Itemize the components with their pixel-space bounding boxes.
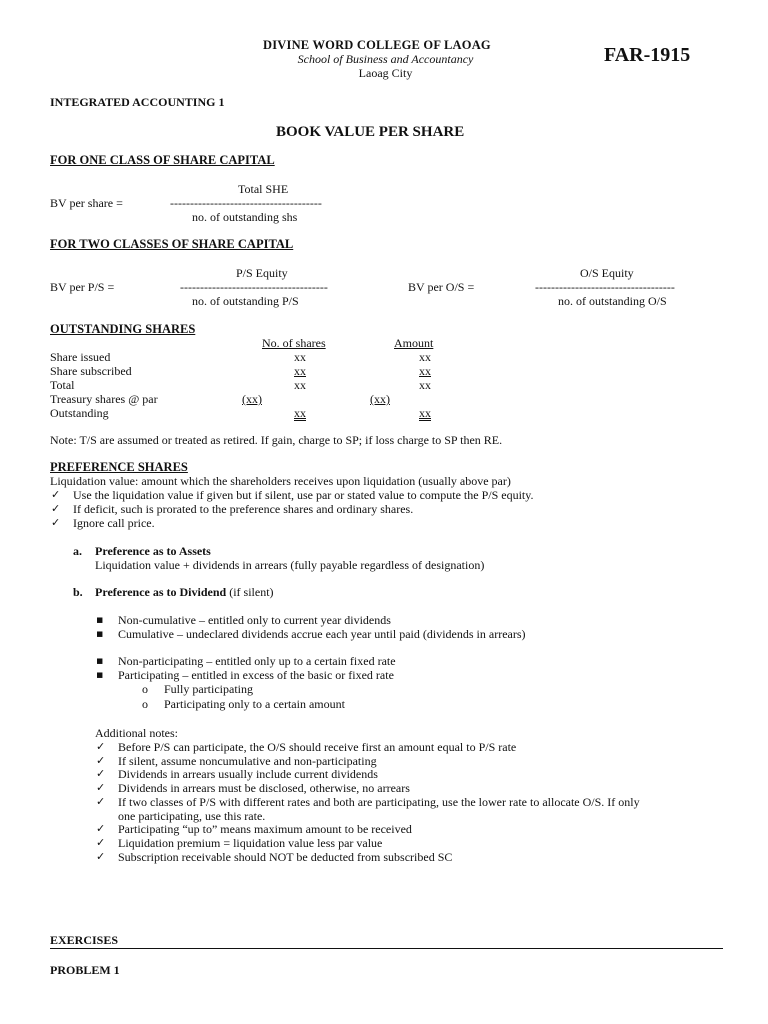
ps-label: BV per P/S = bbox=[50, 280, 115, 294]
row-amount: xx bbox=[419, 406, 431, 420]
exercises-heading: EXERCISES bbox=[50, 933, 119, 947]
note-item: ✓ Liquidation premium = liquidation value less par value bbox=[118, 836, 382, 850]
ps-denominator: no. of outstanding P/S bbox=[192, 294, 299, 308]
row-shares: xx bbox=[294, 364, 306, 378]
note-item: ✓ Participating “up to” means maximum amount to be received bbox=[118, 822, 412, 836]
bullet-item: ▪ Cumulative – undeclared dividends accrue each year until paid (dividends in arrears) bbox=[118, 627, 526, 641]
one-class-denominator: no. of outstanding shs bbox=[192, 210, 298, 224]
section-divider bbox=[50, 948, 723, 949]
ps-numerator: P/S Equity bbox=[236, 266, 288, 280]
check-item: ✓ Use the liquidation value if given but if silent, use par or stated value to compute the P/S equity. bbox=[73, 488, 533, 502]
row-shares: xx bbox=[294, 378, 306, 392]
preference-dividend-heading bbox=[95, 585, 274, 599]
col-amount: Amount bbox=[394, 336, 434, 350]
note-item: ✓ Dividends in arrears must be disclosed, otherwise, no arrears bbox=[118, 781, 410, 795]
section-two-class: FOR TWO CLASSES OF SHARE CAPITAL bbox=[50, 237, 294, 251]
os-denominator: no. of outstanding O/S bbox=[558, 294, 667, 308]
row-label: Treasury shares @ par bbox=[50, 392, 158, 406]
city: Laoag City bbox=[358, 66, 413, 80]
check-item: ✓ Ignore call price. bbox=[73, 516, 155, 530]
bullet-item: ▪ Participating – entitled in excess of the basic or fixed rate bbox=[118, 668, 394, 682]
os-numerator: O/S Equity bbox=[580, 266, 634, 280]
os-label: BV per O/S = bbox=[408, 280, 475, 294]
school-name: School of Business and Accountancy bbox=[297, 52, 474, 66]
problem-heading: PROBLEM 1 bbox=[50, 963, 120, 977]
row-amount: xx bbox=[419, 378, 431, 392]
one-class-numerator: Total SHE bbox=[238, 182, 289, 196]
row-shares: xx bbox=[294, 406, 306, 420]
item-letter-a: a. bbox=[73, 544, 82, 558]
preference-assets-title: Preference as to Assets bbox=[95, 544, 211, 558]
row-amount: xx bbox=[419, 350, 431, 364]
row-label: Outstanding bbox=[50, 406, 109, 420]
os-fraction-line: ----------------------------------- bbox=[535, 280, 675, 294]
additional-notes-label: Additional notes: bbox=[95, 726, 178, 740]
sub-item: o Fully participating bbox=[164, 682, 253, 696]
row-label: Share subscribed bbox=[50, 364, 132, 378]
note-item: ✓ If silent, assume noncumulative and non-participating bbox=[118, 754, 377, 768]
liquidation-definition: Liquidation value: amount which the shareholders receives upon liquidation (usually above par) bbox=[50, 474, 511, 488]
college-name: DIVINE WORD COLLEGE OF LAOAG bbox=[263, 38, 491, 52]
sub-item: o Participating only to a certain amount bbox=[164, 697, 345, 711]
document-code: FAR-1915 bbox=[604, 44, 691, 66]
row-shares: xx bbox=[294, 350, 306, 364]
one-class-label: BV per share = bbox=[50, 196, 123, 210]
section-preference: PREFERENCE SHARES bbox=[50, 460, 188, 474]
check-item: ✓ If deficit, such is prorated to the preference shares and ordinary shares. bbox=[73, 502, 413, 516]
col-no-of-shares: No. of shares bbox=[262, 336, 326, 350]
note-item: ✓ If two classes of P/S with different rates and both are participating, use the lower rate to allocate O/S. If only bbox=[118, 795, 640, 809]
row-label: Total bbox=[50, 378, 75, 392]
note-item-continuation: one participating, use this rate. bbox=[118, 809, 266, 823]
item-letter-b: b. bbox=[73, 585, 83, 599]
row-amount: (xx) bbox=[370, 392, 390, 406]
subject-title: INTEGRATED ACCOUNTING 1 bbox=[50, 95, 225, 109]
note-item: ✓ Before P/S can participate, the O/S should receive first an amount equal to P/S rate bbox=[118, 740, 516, 754]
note-item: ✓ Subscription receivable should NOT be deducted from subscribed SC bbox=[118, 850, 452, 864]
preference-assets-text: Liquidation value + dividends in arrears (fully payable regardless of designation) bbox=[95, 558, 485, 572]
ps-fraction-line: ------------------------------------- bbox=[180, 280, 328, 294]
note-item: ✓ Dividends in arrears usually include current dividends bbox=[118, 767, 378, 781]
bullet-item: ▪ Non-cumulative – entitled only to current year dividends bbox=[118, 613, 391, 627]
row-amount: xx bbox=[419, 364, 431, 378]
section-outstanding: OUTSTANDING SHARES bbox=[50, 322, 196, 336]
one-class-fraction-line: -------------------------------------- bbox=[170, 196, 322, 210]
page-title: BOOK VALUE PER SHARE bbox=[276, 124, 465, 140]
treasury-note: Note: T/S are assumed or treated as retired. If gain, charge to SP; if loss charge to SP then RE. bbox=[50, 433, 503, 447]
row-label: Share issued bbox=[50, 350, 111, 364]
preference-dividend-title: Preference as to Dividend bbox=[95, 585, 227, 599]
row-shares: (xx) bbox=[242, 392, 262, 406]
bullet-item: ▪ Non-participating – entitled only up to a certain fixed rate bbox=[118, 654, 396, 668]
section-one-class: FOR ONE CLASS OF SHARE CAPITAL bbox=[50, 153, 275, 167]
preference-dividend-suffix: (if silent) bbox=[226, 585, 274, 599]
